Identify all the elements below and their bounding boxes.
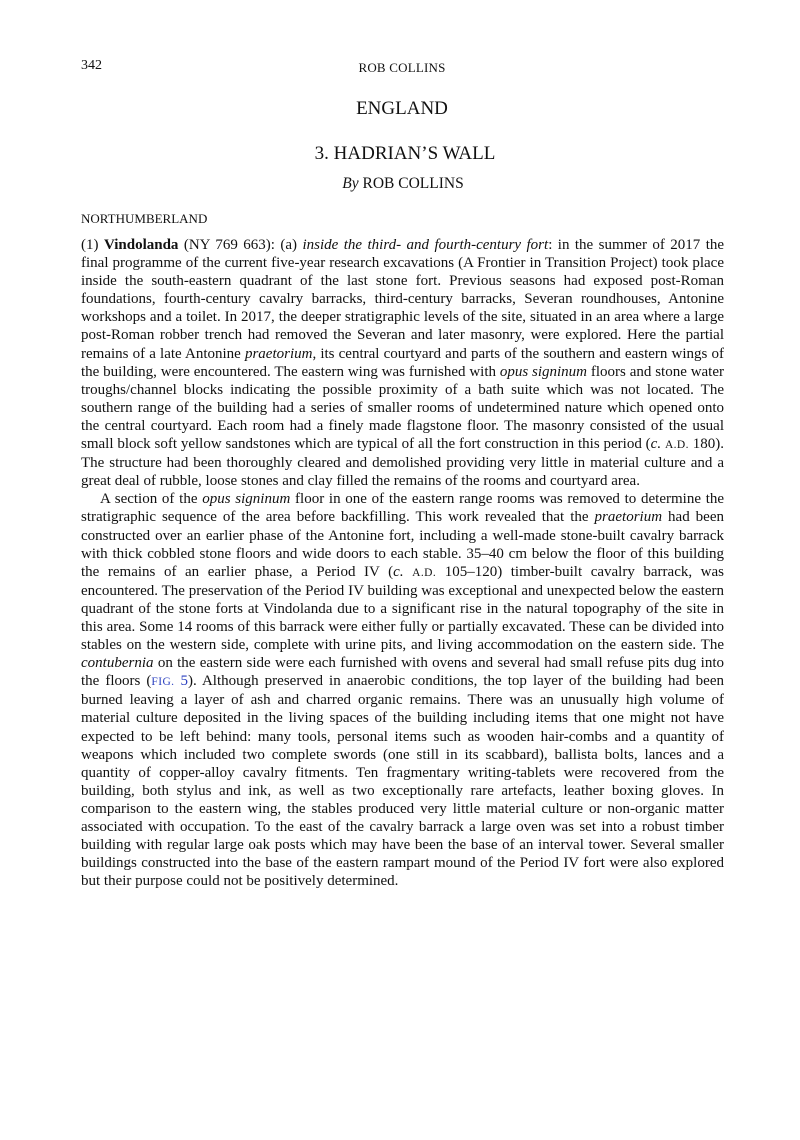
ad-abbrev: A.D. (664, 439, 689, 452)
entry-number: (1) (81, 237, 99, 253)
paragraph-2-text-b: floor in one of the eastern range rooms was removed to determine the stratigraphic sequence of the area before backfilling. This work revealed that the (81, 491, 725, 526)
term-opus-signinum: opus signinum (202, 491, 291, 508)
byline (0, 175, 800, 193)
site-name: Vindolanda (103, 237, 179, 253)
paragraph-1 (81, 236, 724, 490)
paragraph-2-text-d: 105–120) timber-built cavalry barrack, was encountered. The preservation of the Period IV building was exceptional and unexpected below the eastern quadrant of the stone forts at Vindolanda due to a significant rise in the natural topography of the site in this area. Some 14 rooms of this barrack were either fully or partially excavated. These can be divided into stables on the western side, complete with urine pits, and living accommodation on the eastern side. The (81, 563, 725, 654)
running-head: ROB COLLINS (358, 60, 446, 75)
paragraph-2-text-a: A section of the (100, 491, 198, 508)
figure-label: FIG. (151, 676, 175, 689)
paragraph-2-text-e: on the eastern side were each furnished with ovens and several had small refuse pits dug into the floors ( (81, 655, 724, 690)
paragraph-1-text-d: 180). The structure had been thoroughly cleared and demolished providing very little in material culture and a great deal of rubble, loose stones and clay filled the remains of the rooms and courtyard area. (81, 436, 724, 490)
paragraph-2 (81, 490, 724, 890)
body-text (81, 236, 724, 890)
section-title: 3. HADRIAN’S WALL (314, 143, 496, 164)
term-praetorium: praetorium (244, 345, 313, 362)
country-heading: ENGLAND (356, 98, 448, 119)
term-opus-signinum: opus signinum (499, 363, 588, 380)
circa-abbrev: c. (650, 436, 662, 453)
paragraph-2-text-c: had been constructed over an earlier phase of the Antonine fort, including a well-made stone-built cavalry barrack with thick cobbled stone floors and wide doors to each stable. 35–40 cm below the floor of this building the remains of an earlier phase, a Period IV ( (81, 509, 724, 580)
entry-subtitle: inside the third- and fourth-century fort (302, 237, 549, 253)
term-contubernia: contubernia (81, 655, 154, 672)
byline-author: ROB COLLINS (362, 175, 464, 192)
page-number: 342 (81, 58, 102, 73)
term-praetorium: praetorium (594, 509, 663, 526)
county-heading: NORTHUMBERLAND (81, 211, 208, 226)
figure-5-link[interactable] (151, 673, 188, 689)
grid-reference: (NY 769 663): (a) (183, 237, 298, 253)
paragraph-2-text-f: ). Although preserved in anaerobic conditions, the top layer of the building had been burned leaving a layer of ash and charred organic remains. There was an unusually high volume of material culture deposited in the living spaces of the building including items that one might not have expected to be left behind: many tools, personal items such as wooden hair-combs and a quantity of weapons which included two complete swords (one still in its scabbard), ballista bolts, lances and a quantity of copper-alloy cavalry fitments. Ten fragmentary writing-tablets were recovered from the building, both stylus and ink, as well as two exceptionally rare artefacts, leather boxing gloves. In comparison to the eastern wing, the stables produced very little material culture or non-organic matter associated with occupation. To the east of the cavalry barrack a large oven was set into a robust timber building with regular large oak posts which may have been the base of an interval tower. Several smaller buildings constructed into the base of the eastern rampart mound of the Period IV fort were also explored but their purpose could not be positively determined. (81, 673, 724, 890)
ad-abbrev: A.D. (412, 566, 437, 579)
figure-number: 5 (180, 673, 188, 690)
paragraph-1-text-b: , its central courtyard and parts of the southern and eastern wings of the building, were encountered. The eastern wing was furnished with (81, 345, 724, 380)
paragraph-1-text-a: : in the summer of 2017 the final programme of the current five-year research excavations (A Frontier in Transition Project) took place inside the south-eastern quadrant of the last stone fort. Previous seasons had exposed post-Roman foundations, fourth-century cavalry barracks, third-century barracks, Severan roundhouses, Antonine workshops and a toilet. In 2017, the deeper stratigraphic levels of the site, situated in an area where a large post-Roman robber trench had removed the Severan and later masonry, were explored. Here the partial remains of a late Antonine (81, 237, 725, 362)
paragraph-1-text-c: floors and stone water troughs/channel blocks indicating the possible proximity of a bath suite which was not located. The southern range of the building had a series of smaller rooms of undetermined nature which opened onto the central courtyard. Each room had a finely made flagstone floor. The masonry consisted of the usual small block soft yellow sandstones which are typical of all the fort construction in this period ( (81, 363, 725, 453)
byline-prefix: By (342, 175, 359, 192)
circa-abbrev: c. (393, 563, 404, 580)
